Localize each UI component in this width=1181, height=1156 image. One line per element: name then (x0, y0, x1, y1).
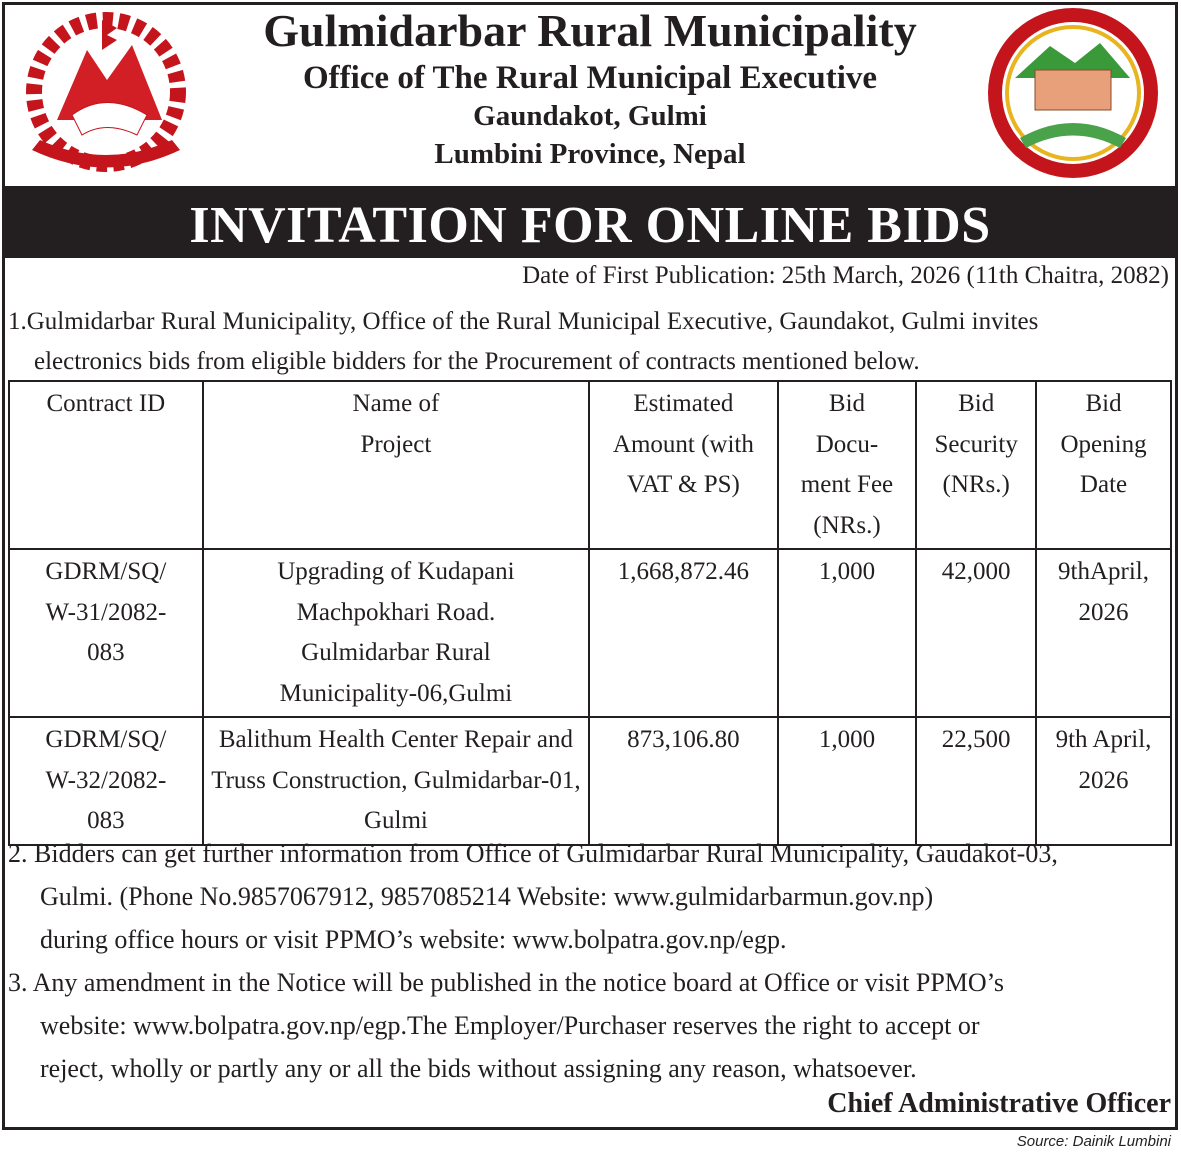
cell-bid-security: 22,500 (916, 717, 1036, 845)
cell-estimated-amount: 873,106.80 (589, 717, 778, 845)
note-line: Gulmi. (Phone No.9857067912, 9857085214 Website: www.gulmidarbarmun.gov.np) (40, 882, 934, 911)
cell-estimated-amount: 1,668,872.46 (589, 549, 778, 717)
table-header-row (9, 381, 1171, 549)
header-opening-date: Bid Opening Date (1036, 381, 1171, 549)
note-line: during office hours or visit PPMO’s website: www.bolpatra.gov.np/egp. (40, 925, 787, 954)
signature-title: Chief Administrative Officer (827, 1088, 1171, 1119)
note-line: website: www.bolpatra.gov.np/egp.The Employer/Purchaser reserves the right to accept or (40, 1011, 980, 1040)
intro-line: 1.Gulmidarbar Rural Municipality, Office of the Rural Municipal Executive, Gaundakot, Gulmi invites (8, 308, 1039, 335)
header-bid-security: Bid Security (NRs.) (916, 381, 1036, 549)
contracts-table (8, 380, 1172, 846)
table-row (9, 549, 1171, 717)
publication-date: Date of First Publication: 25th March, 2026 (11th Chaitra, 2082) (522, 262, 1169, 289)
notice-banner: INVITATION FOR ONLINE BIDS (2, 186, 1178, 258)
municipality-title: Gulmidarbar Rural Municipality (263, 5, 917, 56)
note-line: reject, wholly or partly any or all the bids without assigning any reason, whatsoever. (40, 1054, 917, 1083)
cell-contract-id: GDRM/SQ/ W-32/2082-083 (9, 717, 203, 845)
cell-document-fee: 1,000 (778, 549, 917, 717)
header-contract-id: Contract ID (9, 381, 203, 549)
intro-line: electronics bids from eligible bidders for the Procurement of contracts mentioned below. (34, 348, 920, 375)
header-document-fee: Bid Docu-ment Fee (NRs.) (778, 381, 917, 549)
cell-project-name: Upgrading of Kudapani Machpokhari Road. Gulmidarbar Rural Municipality-06,Gulmi (203, 549, 589, 717)
note-line: 3. Any amendment in the Notice will be published in the notice board at Office or visit PPMO’s (8, 968, 1005, 997)
note-line: 2. Bidders can get further information from Office of Gulmidarbar Rural Municipality, Gaudakot-03, (8, 839, 1058, 868)
municipality-seal-logo (980, 8, 1166, 178)
source-credit: Source: Dainik Lumbini (1016, 1133, 1171, 1150)
nepal-emblem-logo (12, 10, 200, 180)
notes-section (8, 832, 1178, 1090)
office-name: Office of The Rural Municipal Executive (302, 60, 878, 96)
office-province: Lumbini Province, Nepal (434, 138, 746, 170)
cell-document-fee: 1,000 (778, 717, 917, 845)
intro-paragraph (8, 302, 1173, 382)
office-address: Gaundakot, Gulmi (473, 100, 707, 132)
header-estimated-amount: Estimated Amount (with VAT & PS) (589, 381, 778, 549)
cell-opening-date: 9thApril, 2026 (1036, 549, 1171, 717)
cell-opening-date: 9th April, 2026 (1036, 717, 1171, 845)
cell-bid-security: 42,000 (916, 549, 1036, 717)
table-row (9, 717, 1171, 845)
cell-project-name: Balithum Health Center Repair and Truss Construction, Gulmidarbar-01, Gulmi (203, 717, 589, 845)
header-project-name: Name of Project (203, 381, 589, 549)
cell-contract-id: GDRM/SQ/ W-31/2082-083 (9, 549, 203, 717)
